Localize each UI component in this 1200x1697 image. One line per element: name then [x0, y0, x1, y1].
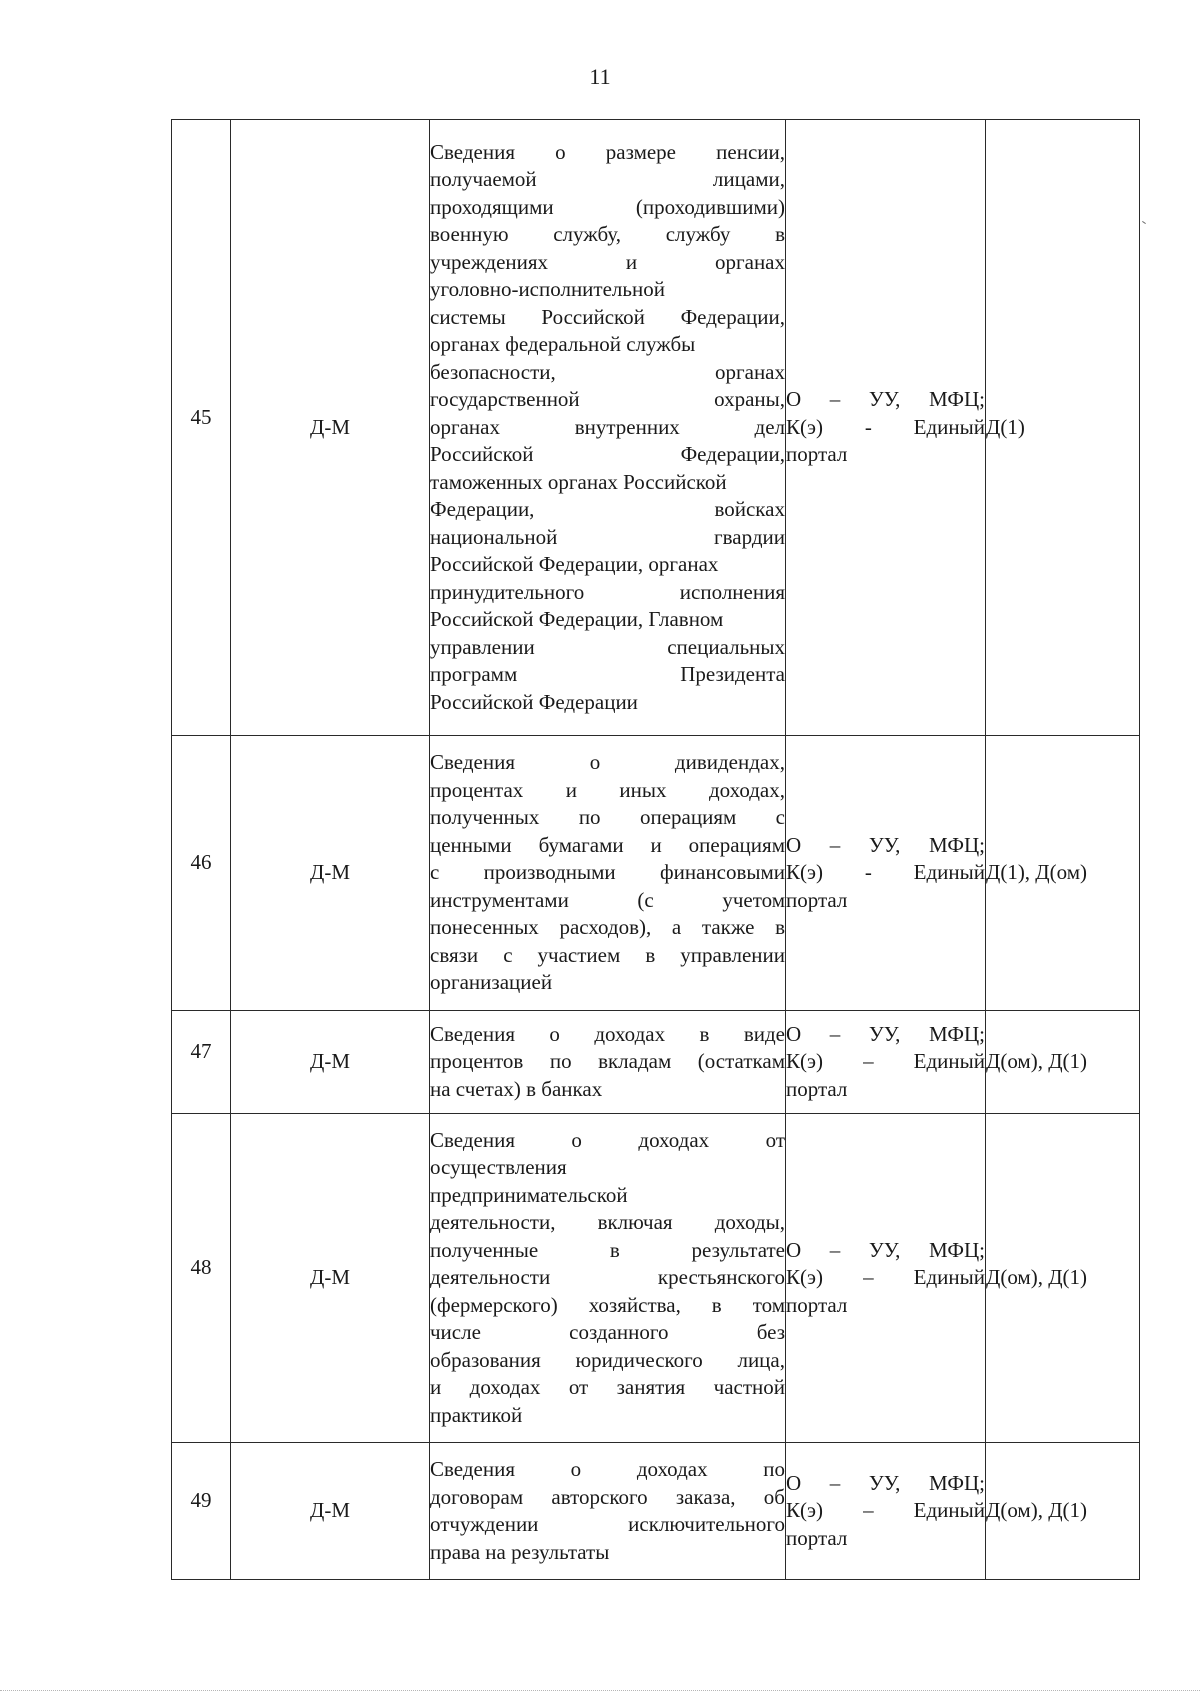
submission-form-line: К(э) - Единый	[786, 860, 985, 885]
row-number-text: 48	[190, 1255, 212, 1280]
description-line: уголовно-исполнительной	[430, 277, 665, 302]
description-line: государственной охраны,	[430, 387, 785, 412]
description-line: Сведения о доходах в виде	[430, 1021, 785, 1046]
description-line: Российской Федерации, Главном	[430, 607, 724, 632]
description-line: Российской Федерации, органах	[430, 552, 719, 577]
submission-form-line: К(э) - Единый	[786, 414, 985, 439]
submission-form-cell	[786, 1443, 986, 1580]
submission-form-cell	[786, 1011, 986, 1114]
submission-form-line: портал	[786, 442, 848, 467]
description-cell	[430, 736, 786, 1011]
row-number	[172, 736, 231, 1011]
description-cell	[430, 120, 786, 736]
services-table	[171, 119, 1140, 1580]
description-line: деятельности крестьянского	[430, 1265, 785, 1290]
description-line: договорам авторского заказа, об	[430, 1484, 785, 1509]
row-number	[172, 1443, 231, 1580]
description-line: практикой	[430, 1402, 523, 1427]
submission-form-line: О – УУ, МФЦ;	[786, 1237, 985, 1262]
description-line: получаемой лицами,	[430, 167, 785, 192]
table-body	[172, 120, 1140, 1580]
description-line: на счетах) в банках	[430, 1076, 603, 1101]
submission-form-line: портал	[786, 1292, 848, 1317]
row-number	[172, 120, 231, 736]
description-line: инструментами (с учетом	[430, 887, 785, 912]
table-row	[172, 736, 1140, 1011]
submission-form-line: К(э) – Единый	[786, 1265, 985, 1290]
description-line: организацией	[430, 970, 553, 995]
description-line: (фермерского) хозяйства, в том	[430, 1292, 785, 1317]
category-code: Д-М	[231, 736, 430, 1011]
row-number-text: 45	[190, 404, 212, 429]
page-number: 11	[589, 64, 611, 89]
row-number-text: 47	[190, 1039, 212, 1064]
row-number-text: 46	[190, 850, 212, 875]
submission-form-line: О – УУ, МФЦ;	[786, 387, 985, 412]
description-line: осуществления	[430, 1155, 567, 1180]
documents-cell: Д(ом), Д(1)	[986, 1114, 1140, 1443]
description-line: управлении специальных	[430, 634, 785, 659]
table-row	[172, 1114, 1140, 1443]
documents-cell: Д(1)	[986, 120, 1140, 736]
scan-speck	[1142, 221, 1146, 224]
description-line: с производными финансовыми	[430, 860, 785, 885]
description-line: Федерации, войсках	[430, 497, 785, 522]
description-line: национальной гвардии	[430, 524, 785, 549]
description-line: принудительного исполнения	[430, 579, 785, 604]
documents-cell: Д(ом), Д(1)	[986, 1011, 1140, 1114]
description-line: предпринимательской	[430, 1182, 628, 1207]
submission-form-cell	[786, 120, 986, 736]
description-line: полученные в результате	[430, 1237, 785, 1262]
submission-form-line: портал	[786, 887, 848, 912]
description-line: Российской Федерации	[430, 689, 638, 714]
description-line: отчуждении исключительного	[430, 1512, 785, 1536]
submission-form-cell	[786, 736, 986, 1011]
description-line: ценными бумагами и операциям	[430, 832, 785, 857]
submission-form-line: О – УУ, МФЦ;	[786, 1021, 985, 1046]
description-line: образования юридического лица,	[430, 1347, 785, 1372]
description-line: военную службу, службу в	[430, 222, 785, 247]
description-line: Сведения о размере пенсии,	[430, 139, 785, 164]
description-line: учреждениях и органах	[430, 249, 785, 274]
description-line: процентах и иных доходах,	[430, 777, 785, 802]
description-cell	[430, 1011, 786, 1114]
description-line: процентов по вкладам (остаткам	[430, 1049, 785, 1074]
description-line: деятельности, включая доходы,	[430, 1210, 785, 1235]
description-line: программ Президента	[430, 662, 785, 687]
description-line: проходящими (проходившими)	[430, 194, 785, 219]
description-line: числе созданного без	[430, 1320, 785, 1345]
category-code: Д-М	[231, 1114, 430, 1443]
submission-form-line: О – УУ, МФЦ;	[786, 832, 985, 857]
description-line: права на результаты	[430, 1539, 610, 1564]
table-row	[172, 1443, 1140, 1580]
description-line: Российской Федерации,	[430, 442, 785, 467]
submission-form-cell	[786, 1114, 986, 1443]
table-row	[172, 1011, 1140, 1114]
table-row	[172, 120, 1140, 736]
documents-cell: Д(1), Д(ом)	[986, 736, 1140, 1011]
submission-form-line: К(э) – Единый	[786, 1049, 985, 1074]
description-line: Сведения о доходах от	[430, 1127, 785, 1152]
category-code: Д-М	[231, 1011, 430, 1114]
row-number-text: 49	[190, 1488, 212, 1513]
submission-form-line: О – УУ, МФЦ;	[786, 1470, 985, 1495]
category-code: Д-М	[231, 1443, 430, 1580]
scan-edge	[0, 1690, 1200, 1691]
description-line: связи с участием в управлении	[430, 942, 785, 967]
description-line: органах внутренних дел	[430, 414, 785, 439]
row-number	[172, 1011, 231, 1114]
submission-form-line: К(э) – Единый	[786, 1498, 985, 1523]
description-line: безопасности, органах	[430, 359, 785, 384]
description-line: Сведения о доходах по	[430, 1457, 785, 1481]
description-cell	[430, 1443, 786, 1580]
description-line: органах федеральной службы	[430, 332, 696, 357]
row-number	[172, 1114, 231, 1443]
description-line: понесенных расходов), а также в	[430, 915, 785, 940]
description-line: системы Российской Федерации,	[430, 304, 785, 329]
documents-cell: Д(ом), Д(1)	[986, 1443, 1140, 1580]
description-cell	[430, 1114, 786, 1443]
description-line: и доходах от занятия частной	[430, 1375, 785, 1400]
submission-form-line: портал	[786, 1525, 848, 1550]
category-code: Д-М	[231, 120, 430, 736]
submission-form-line: портал	[786, 1076, 848, 1101]
description-line: таможенных органах Российской	[430, 469, 727, 494]
description-line: Сведения о дивидендах,	[430, 750, 785, 775]
description-line: полученных по операциям с	[430, 805, 785, 830]
